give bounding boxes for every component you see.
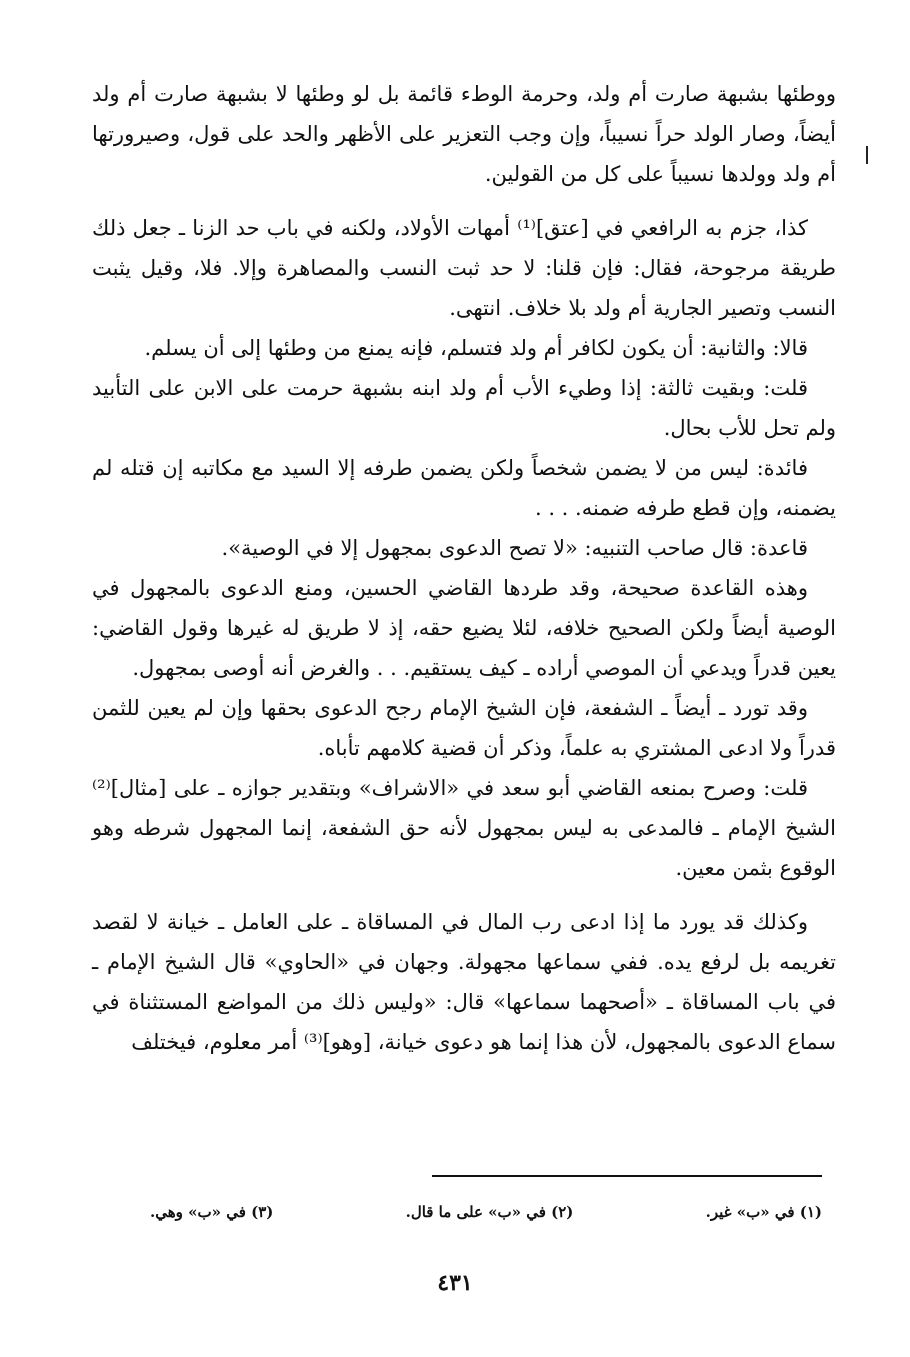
paragraph-1: ووطئها بشبهة صارت أم ولد، وحرمة الوطء قائمة بل لو وطئها لا بشبهة صارت أم ولد أيضاً، وصار الولد حراً نسيباً، وإن وجب التعزير على الأظهر والحد على قول، وصيرورتها أم ولد وولدها نسيباً على كل من القولين. — [92, 82, 836, 186]
margin-mark — [866, 146, 868, 164]
paragraph-2: كذا، جزم به الرافعي في [عتق]⁽¹⁾ أمهات الأولاد، ولكنه في باب حد الزنا ـ جعل ذلك طريقة مرجوحة، فقال: فإن قلنا: لا حد ثبت النسب والمصاهرة وإلا. فلا، وقيل يثبت النسب وتصير الجارية أم ولد بلا خلاف. انتهى. — [92, 216, 836, 320]
paragraph-4: قلت: وبقيت ثالثة: إذا وطيء الأب أم ولد ابنه بشبهة حرمت على الابن على التأبيد ولم تحل للأب بحال. — [92, 376, 836, 440]
paragraph-10: وكذلك قد يورد ما إذا ادعى رب المال في المساقاة ـ على العامل ـ خيانة لا لقصد تغريمه بل لرفع يده. ففي سماعها مجهولة. وجهان في «الحاوي» قال الشيخ الإمام ـ في باب المساقاة ـ «أصحهما سماعها» قال: «وليس ذلك من المواضع المستثناة في سماع الدعوى بالمجهول، لأن هذا إنما هو دعوى خيانة، [وهو]⁽³⁾ أمر معلوم، فيختلف — [92, 910, 836, 1054]
paragraph-9: قلت: وصرح بمنعه القاضي أبو سعد في «الاشراف» وبتقدير جوازه ـ على [مثال]⁽²⁾ الشيخ الإمام ـ فالمدعى به ليس بمجهول لأنه حق الشفعة، إنما المجهول شرطه وهو الوقوع بثمن معين. — [92, 776, 836, 880]
paragraph-7: وهذه القاعدة صحيحة، وقد طردها القاضي الحسين، ومنع الدعوى بالمجهول في الوصية أيضاً ولكن الصحيح خلافه، لئلا يضيع حقه، إذ لا طريق له غيرها وقول القاضي: يعين قدراً ويدعي أن الموصي أراده ـ كيف يستقيم. . . والغرض أنه أوصى بمجهول. — [92, 576, 836, 680]
paragraph-6: قاعدة: قال صاحب التنبيه: «لا تصح الدعوى بمجهول إلا في الوصية». — [221, 536, 808, 560]
paragraph-5: فائدة: ليس من لا يضمن شخصاً ولكن يضمن طرفه إلا السيد مع مكاتبه إن قتله لم يضمنه، وإن قطع طرفه ضمنه. . . . — [92, 456, 836, 520]
footnote-1: (١) في «ب» غير. — [705, 1203, 822, 1221]
footnote-2: (٢) في «ب» على ما قال. — [405, 1203, 574, 1221]
footnote-divider — [432, 1175, 822, 1177]
page-number: ٤٣١ — [437, 1270, 473, 1296]
footnote-3: (٣) في «ب» وهي. — [150, 1203, 274, 1221]
main-text — [92, 74, 836, 1062]
paragraph-8: وقد تورد ـ أيضاً ـ الشفعة، فإن الشيخ الإمام رجح الدعوى بحقها وإن لم يعين للثمن قدراً ولا ادعى المشتري به علماً، وذكر أن قضية كلامهم تأباه. — [92, 696, 836, 760]
footnotes — [150, 1203, 822, 1221]
paragraph-3: قالا: والثانية: أن يكون لكافر أم ولد فتسلم، فإنه يمنع من وطئها إلى أن يسلم. — [144, 336, 808, 360]
